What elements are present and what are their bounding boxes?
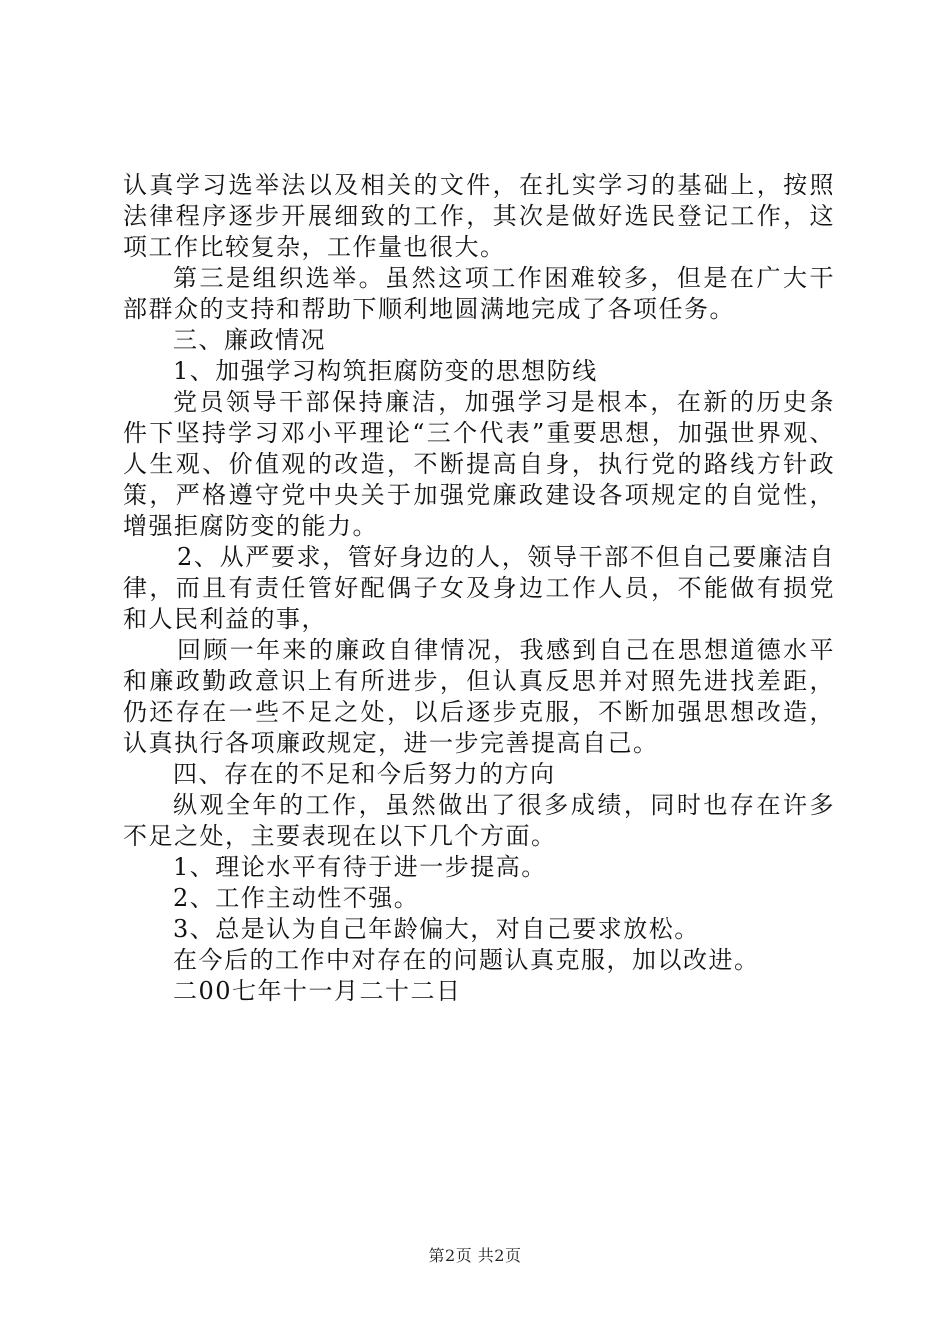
- paragraph-review-year: 回顾一年来的廉政自律情况，我感到自己在思想道德水平和廉政勤政意识上有所进步，但认真反思并对照先进找差距，仍还存在一些不足之处，以后逐步克服，不断加强思想改造，认真执行各项廉政规定，进一步完善提高自己。: [123, 636, 835, 757]
- paragraph-organize-election: 第三是组织选举。虽然这项工作困难较多，但是在广大干部群众的支持和帮助下顺利地圆满地完成了各项任务。: [123, 264, 835, 323]
- heading-integrity-situation: 三、廉政情况: [173, 326, 326, 354]
- list-item-initiative: 2、工作主动性不强。: [173, 884, 420, 912]
- list-item-age: 3、总是认为自己年龄偏大，对自己要求放松。: [173, 915, 700, 943]
- list-item-theory-level: 1、理论水平有待于进一步提高。: [173, 853, 547, 881]
- paragraph-party-cadres: 党员领导干部保持廉洁，加强学习是根本，在新的历史条件下坚持学习邓小平理论“三个代表”重要思想，加强世界观、人生观、价值观的改造，不断提高自身，执行党的路线方针政策，严格遵守党中央关于加强党廉政建设各项规定的自觉性，增强拒腐防变的能力。: [123, 388, 835, 540]
- page-number-footer: 第2页 共2页: [428, 1246, 522, 1265]
- document-date: 二00七年十一月二十二日: [173, 977, 462, 1005]
- paragraph-strict-requirements: 2、从严要求，管好身边的人，领导干部不但自己要廉洁自律，而且有责任管好配偶子女及身边工作人员，不能做有损党和人民利益的事，: [123, 543, 835, 633]
- paragraph-election-law: 认真学习选举法以及相关的文件，在扎实学习的基础上，按照法律程序逐步开展细致的工作，其次是做好选民登记工作，这项工作比较复杂，工作量也很大。: [123, 171, 835, 261]
- paragraph-future-work: 在今后的工作中对存在的问题认真克服，加以改进。: [173, 946, 760, 974]
- subheading-strengthen-study: 1、加强学习构筑拒腐防变的思想防线: [173, 357, 598, 385]
- document-body: [123, 170, 835, 1007]
- paragraph-year-overview: 纵观全年的工作，虽然做出了很多成绩，同时也存在许多不足之处，主要表现在以下几个方面。: [123, 791, 835, 850]
- heading-shortcomings-direction: 四、存在的不足和今后努力的方向: [173, 760, 556, 788]
